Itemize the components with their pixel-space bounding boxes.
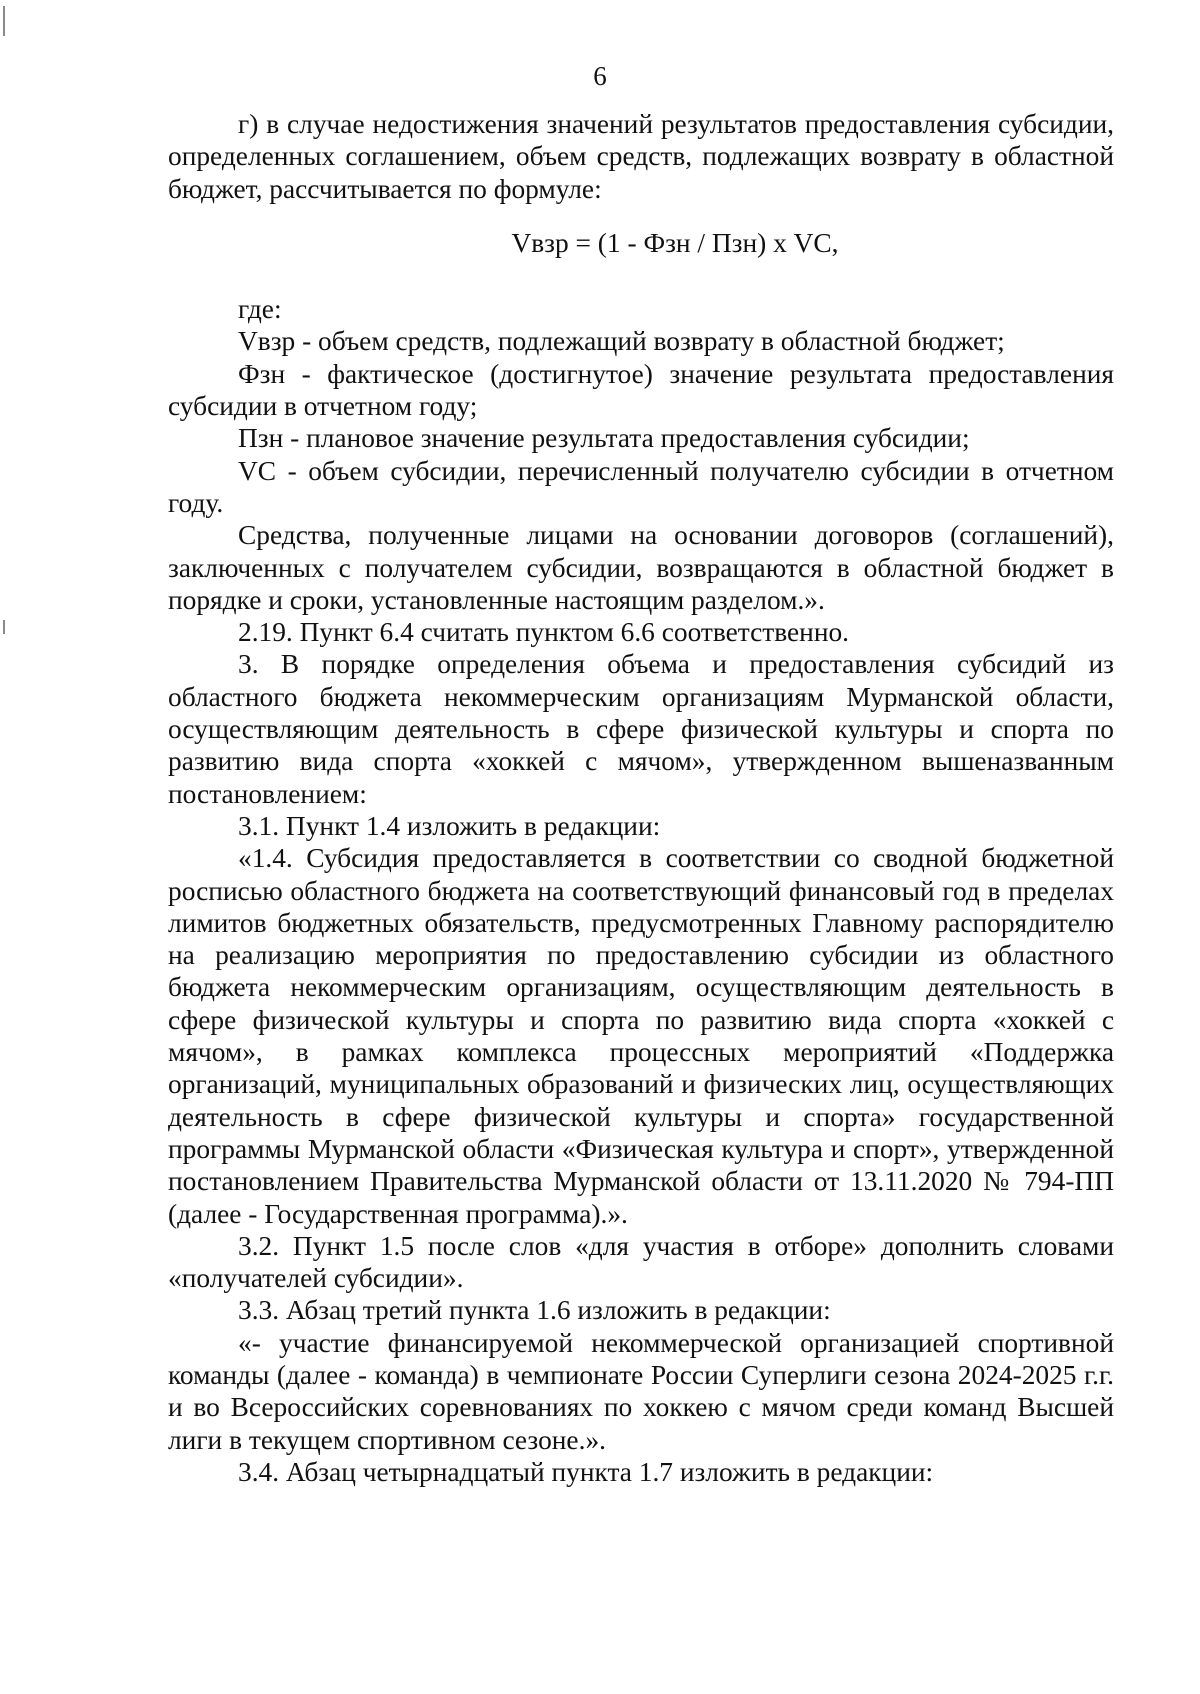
definition-pzn: Пзн - плановое значение результата предоставления субсидии;	[238, 423, 970, 454]
paragraph-3: 3. В порядке определения объема и предоставления субсидий из областного бюджета некоммерческим организациям Мурманской области, осуществляющим деятельность в сфере физической культуры и спорта по развитию вида спорта «хоккей с мячом», утвержденном вышеназванным постановлением:	[168, 649, 1114, 809]
document-body	[168, 108, 1114, 1488]
paragraph-1-4-text: «1.4. Субсидия предоставляется в соответствии со сводной бюджетной росписью областного бюджета на соответствующий финансовый год в пределах лимитов бюджетных обязательств, предусмотренных Главному распорядителю на реализацию мероприятия по предоставлению субсидии из областного бюджета некоммерческим организациям, осуществляющим деятельность в сфере физической культуры и спорта по развитию вида спорта «хоккей с мячом», в рамках комплекса процессных мероприятий «Поддержка организаций, муниципальных образований и физических лиц, осуществляющих деятельность в сфере физической культуры и спорта» государственной программы Мурманской области «Физическая культура и спорт», утвержденной постановлением Правительства Мурманской области от 13.11.2020 № 794-ПП (далее - Государственная программа).».	[168, 843, 1114, 1229]
scan-edge-mark	[3, 620, 5, 634]
paragraph-3-4: 3.4. Абзац четырнадцатый пункта 1.7 изложить в редакции:	[238, 1456, 934, 1487]
paragraph-formula-intro: г) в случае недостижения значений результатов предоставления субсидии, определенных соглашением, объем средств, подлежащих возврату в областной бюджет, рассчитывается по формуле:	[168, 109, 1114, 204]
definition-vc: VC - объем субсидии, перечисленный получателю субсидии в отчетном году.	[168, 455, 1114, 518]
paragraph-3-1: 3.1. Пункт 1.4 изложить в редакции:	[238, 810, 661, 841]
scan-edge-mark	[3, 6, 5, 36]
formula: Vвзр = (1 - Фзн / Пзн) х VC,	[511, 227, 839, 258]
paragraph-2-19: 2.19. Пункт 6.4 считать пунктом 6.6 соответственно.	[238, 617, 850, 648]
paragraph-funds-return: Средства, полученные лицами на основании договоров (соглашений), заключенных с получателем субсидии, возвращаются в областной бюджет в порядке и сроки, установленные настоящим разделом.».	[168, 520, 1114, 615]
definition-fzn: Фзн - фактическое (достигнутое) значение результата предоставления субсидии в отчетном году;	[168, 358, 1114, 422]
definition-vvzr: Vвзр - объем средств, подлежащий возврату в областной бюджет;	[238, 326, 1005, 357]
paragraph-3-2: 3.2. Пункт 1.5 после слов «для участия в отборе» дополнить словами «получателей субсидии».	[168, 1230, 1114, 1294]
paragraph-team-participation: «- участие финансируемой некоммерческой организацией спортивной команды (далее - команда) в чемпионате России Суперлиги сезона 2024-2025 г.г. и во Всероссийских соревнованиях по хоккею с мячом среди команд Высшей лиги в текущем спортивном сезоне.».	[168, 1327, 1114, 1455]
where-label: где:	[238, 294, 282, 325]
paragraph-3-3: 3.3. Абзац третий пункта 1.6 изложить в редакции:	[238, 1295, 831, 1326]
page-number: 6	[593, 61, 607, 91]
